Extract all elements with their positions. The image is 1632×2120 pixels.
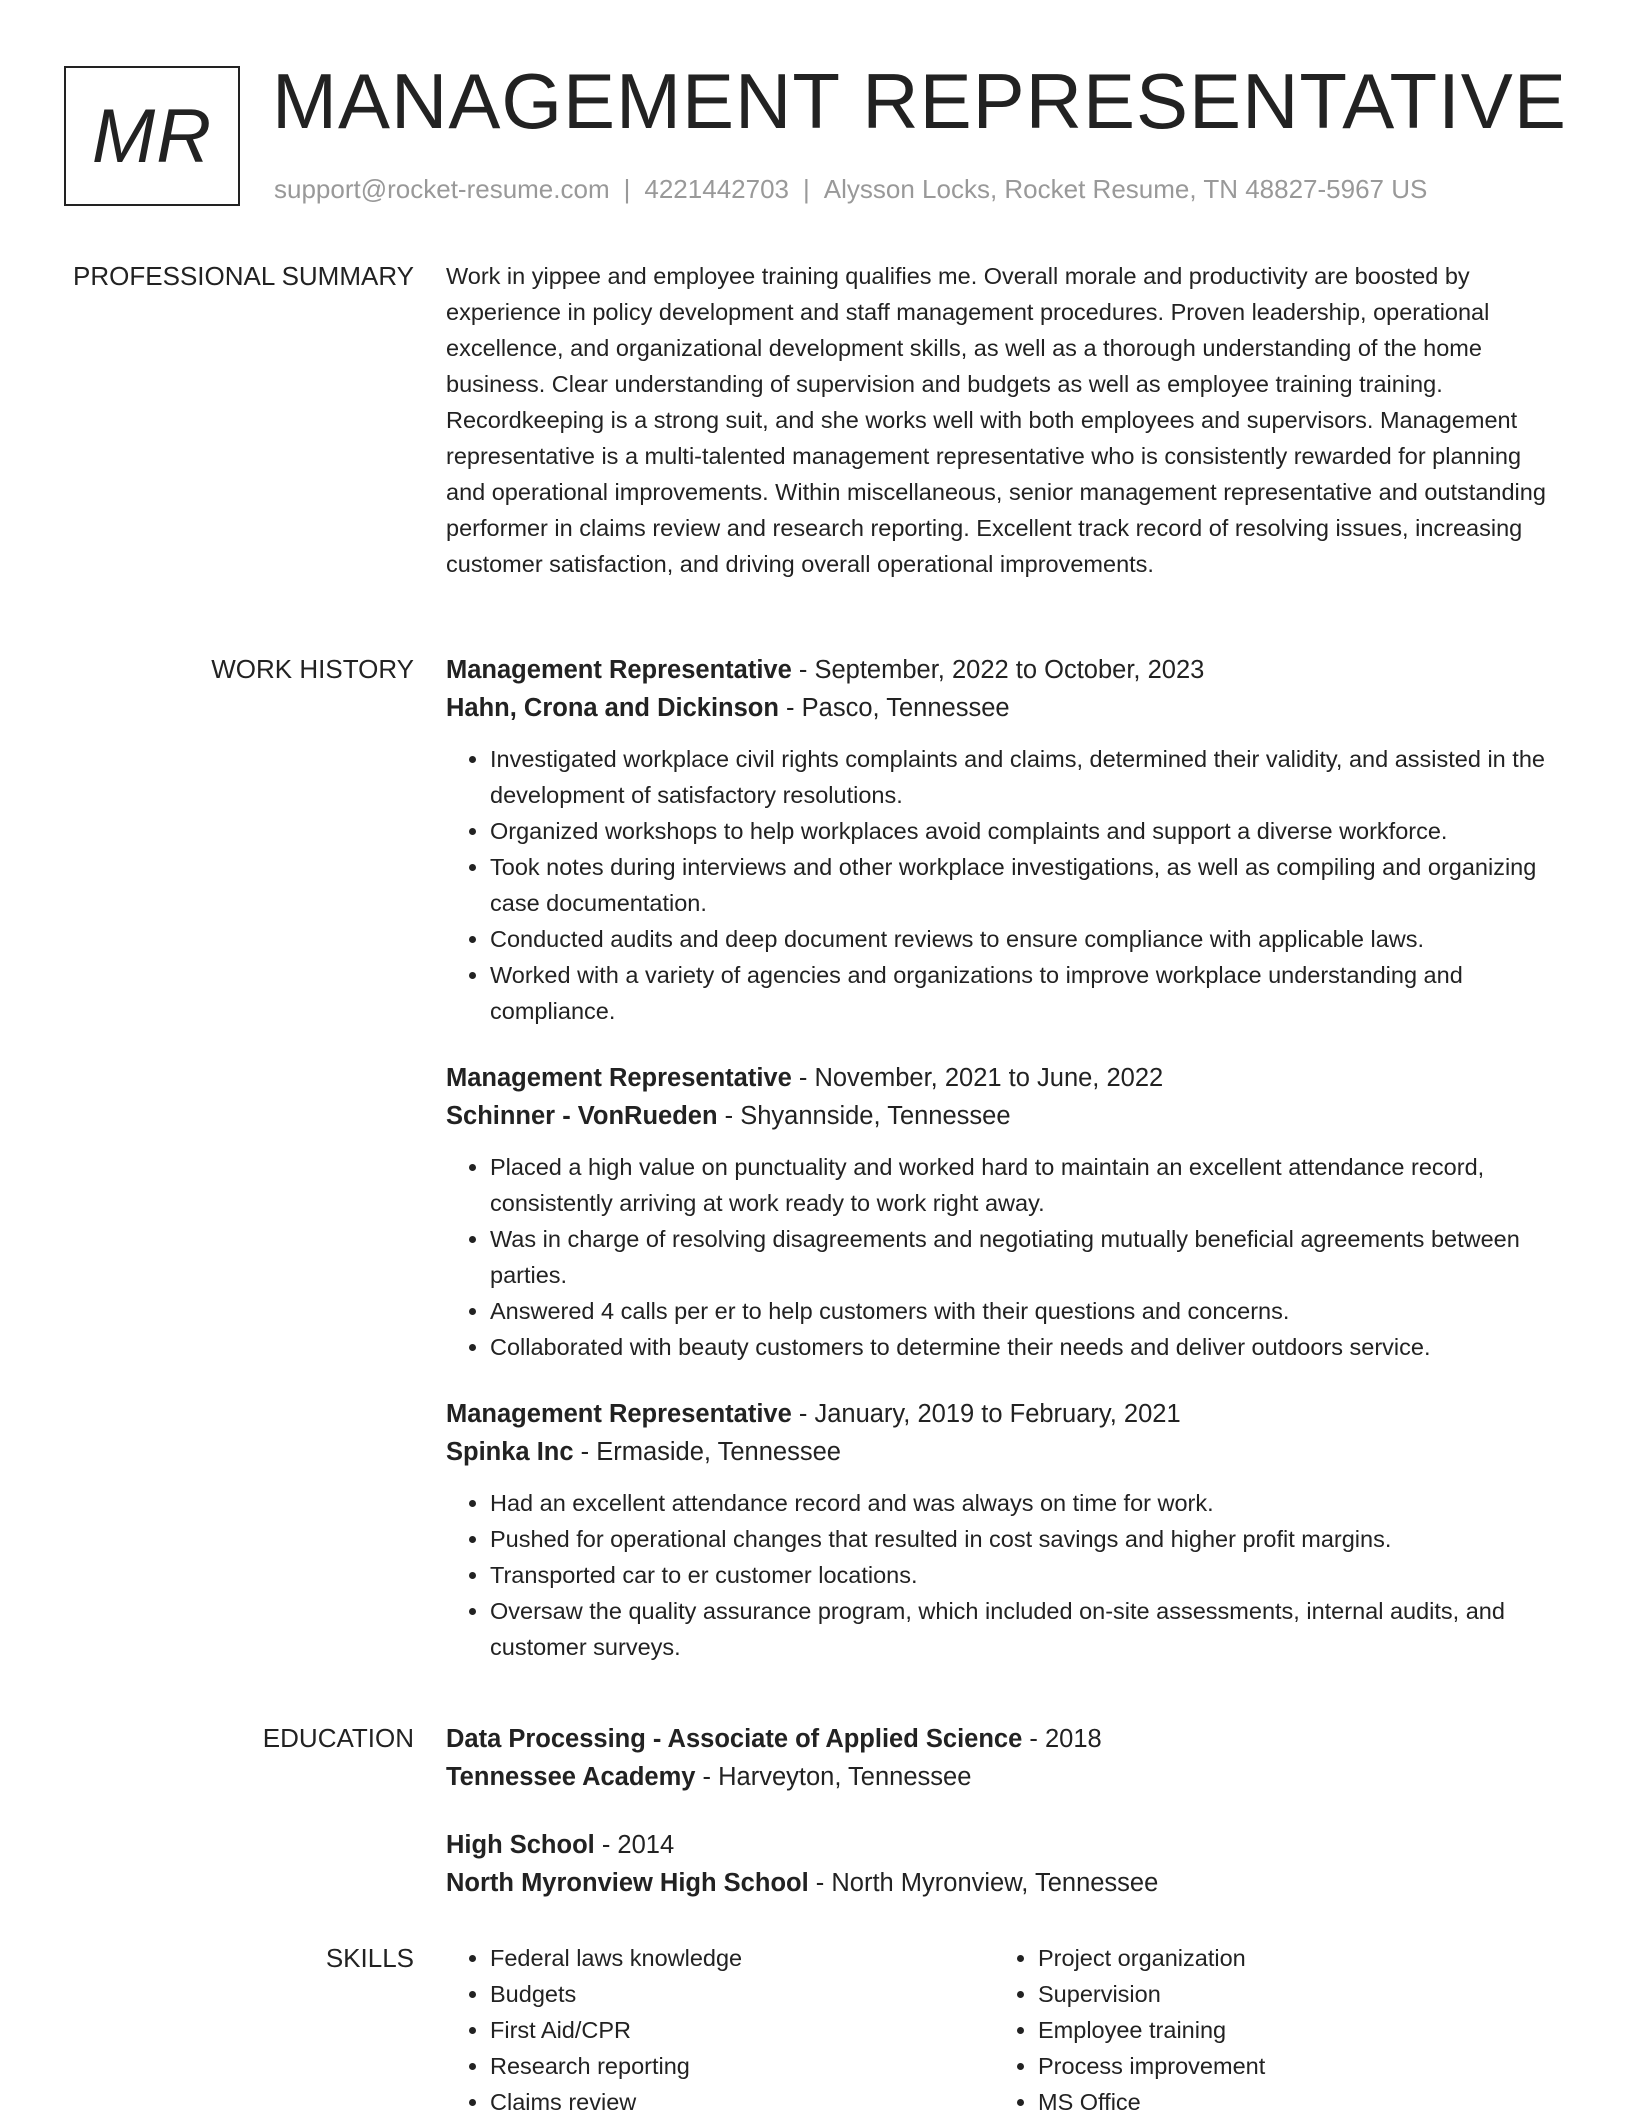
skills-title: SKILLS [325,1943,414,1973]
job-role: Management Representative [446,1400,792,1428]
job-bullet: • Organized workshops to help workplaces avoid complaints and support a diverse workforce. [490,813,1556,849]
skill-item: • Process improvement [1038,2048,1542,2084]
monogram-box [64,66,240,206]
contact-line [274,174,1427,205]
job-location: - Shyannside, Tennessee [717,1102,1011,1130]
school-line [446,1864,1556,1902]
job-bullet: • Transported car to er customer locations. [490,1557,1556,1593]
job-bullet: • Conducted audits and deep document reviews to ensure compliance with applicable laws. [490,921,1556,957]
skills-column-right [994,1940,1542,2120]
job-role: Management Representative [446,1064,792,1092]
skill-item: • Supervision [1038,1976,1542,2012]
job-bullet: • Pushed for operational changes that resulted in cost savings and higher profit margins. [490,1521,1556,1557]
education-entry [446,1720,1556,1796]
job-bullet: • Had an excellent attendance record and was always on time for work. [490,1485,1556,1521]
job-bullet: • Took notes during interviews and other workplace investigations, as well as compiling and organizing case documentation. [490,849,1556,921]
school-location: - North Myronview, Tennessee [808,1869,1159,1897]
job-company-line [446,689,1556,727]
education-entry [446,1826,1556,1902]
job-bullet: • Answered 4 calls per er to help customers with their questions and concerns. [490,1293,1556,1329]
skill-item: • Project organization [1038,1940,1542,1976]
job-company-line [446,1433,1556,1471]
job-role-line [446,651,1556,689]
job-dates: - November, 2021 to June, 2022 [791,1064,1164,1092]
contact-phone: 4221442703 [644,174,789,204]
monogram-initials: MR [91,93,213,179]
work-history-body [446,651,1556,1665]
skills-columns [446,1940,1556,2120]
job-role-line [446,1059,1556,1097]
job-bullet: • Oversaw the quality assurance program, which included on-site assessments, internal audits, and customer surveys. [490,1593,1556,1665]
job-bullet: • Worked with a variety of agencies and organizations to improve workplace understanding and compliance. [490,957,1556,1029]
job-bullet: • Collaborated with beauty customers to determine their needs and deliver outdoors service. [490,1329,1556,1365]
skill-item: • MS Office [1038,2084,1542,2120]
skills-body [446,1940,1556,2120]
skills-list [994,1940,1542,2120]
job-bullets [446,741,1556,1029]
job-bullets [446,1149,1556,1365]
work-history-title: WORK HISTORY [211,654,414,684]
job-bullets [446,1485,1556,1665]
skill-item: • Federal laws knowledge [490,1940,994,1976]
degree-line [446,1720,1556,1758]
degree: Data Processing - Associate of Applied Science [446,1725,1023,1753]
degree-year: - 2018 [1022,1725,1102,1753]
contact-separator: | [803,174,810,204]
skill-item: • First Aid/CPR [490,2012,994,2048]
contact-address: Alysson Locks, Rocket Resume, TN 48827-5967 US [823,174,1428,204]
job-bullet: • Placed a high value on punctuality and worked hard to maintain an excellent attendance record, consistently arriving at work ready to work right away. [490,1149,1556,1221]
job-entry [446,651,1556,1029]
job-location: - Ermaside, Tennessee [573,1438,841,1466]
school-line [446,1758,1556,1796]
job-dates: - September, 2022 to October, 2023 [791,656,1205,684]
degree-line [446,1826,1556,1864]
contact-email: support@rocket-resume.com [274,174,610,204]
summary-body [446,258,1556,582]
job-bullet: • Investigated workplace civil rights complaints and claims, determined their validity, and assisted in the development of satisfactory resolutions. [490,741,1556,813]
skills-list [446,1940,994,2120]
resume-name: MANAGEMENT REPRESENTATIVE [272,57,1567,145]
job-company: Hahn, Crona and Dickinson [446,694,779,722]
summary-title: PROFESSIONAL SUMMARY [73,261,414,291]
job-role-line [446,1395,1556,1433]
school-location: - Harveyton, Tennessee [695,1763,972,1791]
job-company: Schinner - VonRueden [446,1102,718,1130]
job-dates: - January, 2019 to February, 2021 [791,1400,1181,1428]
job-location: - Pasco, Tennessee [778,694,1010,722]
skills-column-left [446,1940,994,2120]
skill-item: • Employee training [1038,2012,1542,2048]
job-entry [446,1395,1556,1665]
skill-item: • Research reporting [490,2048,994,2084]
job-role: Management Representative [446,656,792,684]
education-title: EDUCATION [262,1723,414,1753]
skill-item: • Budgets [490,1976,994,2012]
skill-item: • Claims review [490,2084,994,2120]
job-company-line [446,1097,1556,1135]
school: North Myronview High School [446,1869,809,1897]
education-body [446,1720,1556,1902]
job-company: Spinka Inc [446,1438,574,1466]
job-entry [446,1059,1556,1365]
job-bullet: • Was in charge of resolving disagreements and negotiating mutually beneficial agreements between parties. [490,1221,1556,1293]
contact-separator: | [623,174,631,204]
summary-text: Work in yippee and employee training qualifies me. Overall morale and productivity are boosted by experience in policy development and staff management procedures. Proven leadership, operational excellence, and organizational development skills, as well as a thorough understanding of the home business. Clear understanding of supervision and budgets as well as employee training training. Recordkeeping is a strong suit, and she works well with both employees and supervisors. Management representative is a multi-talented management representative who is consistently rewarded for planning and operational improvements. Within miscellaneous, senior management representative and outstanding performer in claims review and research reporting. Excellent track record of resolving issues, increasing customer satisfaction, and driving overall operational improvements. [446,263,1546,577]
school: Tennessee Academy [446,1763,696,1791]
degree: High School [446,1831,595,1859]
degree-year: - 2014 [594,1831,675,1859]
